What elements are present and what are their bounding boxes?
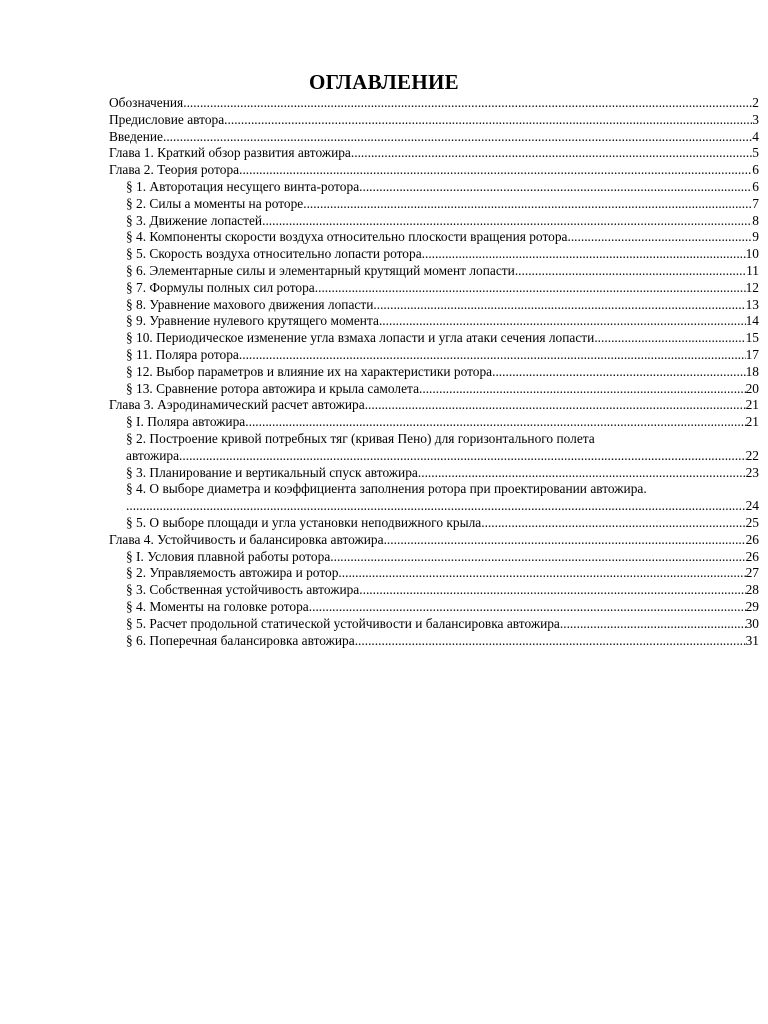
toc-entry-label: § 4. Моменты на головке ротора	[126, 598, 309, 614]
toc-entry-label: § 3. Собственная устойчивость автожира	[126, 582, 360, 598]
toc-entry[interactable]	[109, 414, 759, 431]
toc-page-number: 8	[752, 212, 759, 228]
toc-page-number: 6	[752, 178, 759, 194]
dot-leader	[179, 448, 746, 465]
toc-entry[interactable]	[109, 431, 759, 465]
toc-page-number: 7	[752, 195, 759, 211]
toc-entry-label: § 12. Выбор параметров и влияние их на характеристики ротора	[126, 363, 493, 379]
toc-page-number: 18	[745, 363, 759, 379]
toc-page-number: 5	[752, 145, 759, 161]
dot-leader	[183, 95, 752, 112]
toc-page-number: 20	[745, 380, 759, 396]
toc-entry-label: § 2. Силы а моменты на роторе	[126, 195, 304, 211]
toc-page-number: 15	[745, 330, 759, 346]
page-title: ОГЛАВЛЕНИЕ	[309, 70, 459, 94]
toc-entry[interactable]	[109, 565, 759, 582]
dot-leader	[359, 179, 752, 196]
toc-page-number: 26	[745, 531, 759, 547]
table-of-contents	[109, 95, 759, 649]
dot-leader	[481, 515, 745, 532]
toc-entry-label: Предисловие автора	[109, 111, 225, 127]
dot-leader	[359, 582, 745, 599]
toc-entry[interactable]	[109, 112, 759, 129]
toc-entry-label: Глава 2. Теория ротора	[109, 162, 240, 178]
toc-page-number: 13	[745, 296, 759, 312]
toc-entry[interactable]	[109, 263, 759, 280]
toc-entry-label: § 11. Поляра ротора	[126, 346, 239, 362]
dot-leader	[379, 313, 746, 330]
toc-entry-label: § 5. О выборе площади и угла установки неподвижного крыла	[126, 514, 482, 530]
toc-entry-label: § 3. Планирование и вертикальный спуск автожира	[126, 464, 418, 480]
dot-leader	[338, 565, 745, 582]
dot-leader	[239, 347, 746, 364]
dot-leader	[418, 465, 746, 482]
toc-entry[interactable]	[109, 179, 759, 196]
toc-entry-label: § 3. Движение лопастей	[126, 212, 263, 228]
toc-entry-label: § I. Поляра автожира	[126, 414, 246, 430]
toc-entry-label: Глава 4. Устойчивость и балансировка автожира	[109, 531, 384, 547]
toc-page-number: 4	[752, 128, 759, 144]
toc-page-number: 21	[745, 414, 759, 430]
dot-leader	[594, 330, 745, 347]
toc-entry-label: § 7. Формулы полных сил ротора	[126, 279, 315, 295]
toc-entry-continuation	[126, 498, 759, 515]
toc-entry[interactable]	[109, 397, 759, 414]
toc-entry-label: § 5. Расчет продольной статической устойчивости и балансировка автожира	[126, 615, 560, 631]
toc-entry-label: § 2. Управляемость автожира и ротор	[126, 565, 339, 581]
dot-leader	[355, 633, 746, 650]
toc-entry-label: § 1. Авторотация несущего винта-ротора	[126, 178, 360, 194]
toc-entry-label: § 4. Компоненты скорости воздуха относительно плоскости вращения ротора	[126, 229, 568, 245]
toc-entry-label: Введение	[109, 128, 163, 144]
toc-entry-label: § 2. Построение кривой потребных тяг (кривая Пено) для горизонтального полета	[126, 430, 595, 446]
toc-page-number: 25	[745, 514, 759, 530]
dot-leader	[303, 196, 752, 213]
toc-entry[interactable]	[109, 162, 759, 179]
toc-entry[interactable]	[109, 347, 759, 364]
toc-page-number: 9	[752, 229, 759, 245]
dot-leader	[422, 246, 746, 263]
toc-page-number: 14	[745, 313, 759, 329]
dot-leader	[163, 129, 752, 146]
dot-leader	[384, 532, 746, 549]
toc-entry[interactable]	[109, 213, 759, 230]
toc-entry[interactable]	[109, 280, 759, 297]
toc-entry[interactable]	[109, 330, 759, 347]
toc-page-number: 30	[745, 615, 759, 631]
toc-entry[interactable]	[109, 549, 759, 566]
toc-entry[interactable]	[109, 515, 759, 532]
toc-page-number: 12	[745, 279, 759, 295]
toc-page-number: 29	[745, 598, 759, 614]
dot-leader	[126, 498, 746, 515]
toc-entry[interactable]	[109, 297, 759, 314]
toc-page-number: 26	[745, 548, 759, 564]
toc-entry-label: автожира	[126, 447, 180, 463]
toc-entry-label: Обозначения	[109, 95, 184, 110]
toc-page-number: 10	[745, 246, 759, 262]
toc-entry[interactable]	[109, 95, 759, 112]
dot-leader	[330, 549, 745, 566]
toc-entry-label: § 8. Уравнение махового движения лопасти	[126, 296, 374, 312]
dot-leader	[245, 414, 745, 431]
toc-page-number: 27	[745, 565, 759, 581]
toc-entry-label: § 13. Сравнение ротора автожира и крыла самолета	[126, 380, 420, 396]
dot-leader	[515, 263, 746, 280]
dot-leader	[224, 112, 752, 129]
toc-page-number: 24	[745, 498, 759, 514]
toc-page-number: 31	[745, 632, 759, 648]
dot-leader	[315, 280, 746, 297]
toc-entry-label: § 5. Скорость воздуха относительно лопасти ротора	[126, 246, 422, 262]
dot-leader	[567, 229, 752, 246]
toc-entry-label: § 10. Периодическое изменение угла взмаха лопасти и угла атаки сечения лопасти	[126, 330, 595, 346]
toc-page-number: 21	[745, 397, 759, 413]
toc-entry[interactable]	[109, 532, 759, 549]
toc-entry[interactable]	[109, 465, 759, 482]
toc-entry[interactable]	[109, 633, 759, 650]
toc-entry-label: § 9. Уравнение нулевого крутящего момента	[126, 313, 379, 329]
dot-leader	[365, 397, 746, 414]
toc-entry[interactable]	[109, 196, 759, 213]
dot-leader	[492, 364, 746, 381]
toc-page-number: 22	[745, 447, 759, 463]
toc-entry[interactable]	[109, 129, 759, 146]
toc-page-number: 3	[752, 111, 759, 127]
toc-entry[interactable]	[109, 229, 759, 246]
toc-entry[interactable]	[109, 381, 759, 398]
toc-entry-label: Глава 3. Аэродинамический расчет автожира	[109, 397, 365, 413]
toc-page-number: 17	[745, 346, 759, 362]
dot-leader	[351, 145, 752, 162]
toc-page-number: 11	[746, 262, 759, 278]
toc-entry[interactable]	[109, 599, 759, 616]
toc-page-number: 2	[752, 95, 759, 110]
toc-entry[interactable]	[109, 616, 759, 633]
toc-entry-label: § 6. Поперечная балансировка автожира	[126, 632, 355, 648]
dot-leader	[373, 297, 745, 314]
toc-page-number: 6	[752, 162, 759, 178]
toc-entry-label: Глава 1. Краткий обзор развития автожира	[109, 145, 351, 161]
dot-leader	[560, 616, 746, 633]
dot-leader	[239, 162, 752, 179]
toc-entry[interactable]	[109, 481, 759, 515]
toc-entry[interactable]	[109, 313, 759, 330]
toc-page-number: 23	[745, 464, 759, 480]
toc-entry[interactable]	[109, 364, 759, 381]
toc-entry-label: § I. Условия плавной работы ротора	[126, 548, 331, 564]
toc-entry-continuation	[126, 448, 759, 465]
toc-entry-label: § 6. Элементарные силы и элементарный крутящий момент лопасти	[126, 262, 515, 278]
dot-leader	[419, 381, 746, 398]
toc-entry[interactable]	[109, 246, 759, 263]
toc-entry[interactable]	[109, 145, 759, 162]
dot-leader	[262, 213, 752, 230]
dot-leader	[309, 599, 746, 616]
toc-page-number: 28	[745, 582, 759, 598]
toc-entry[interactable]	[109, 582, 759, 599]
toc-entry-label: § 4. О выборе диаметра и коэффициента заполнения ротора при проектировании автожира.	[126, 481, 647, 497]
